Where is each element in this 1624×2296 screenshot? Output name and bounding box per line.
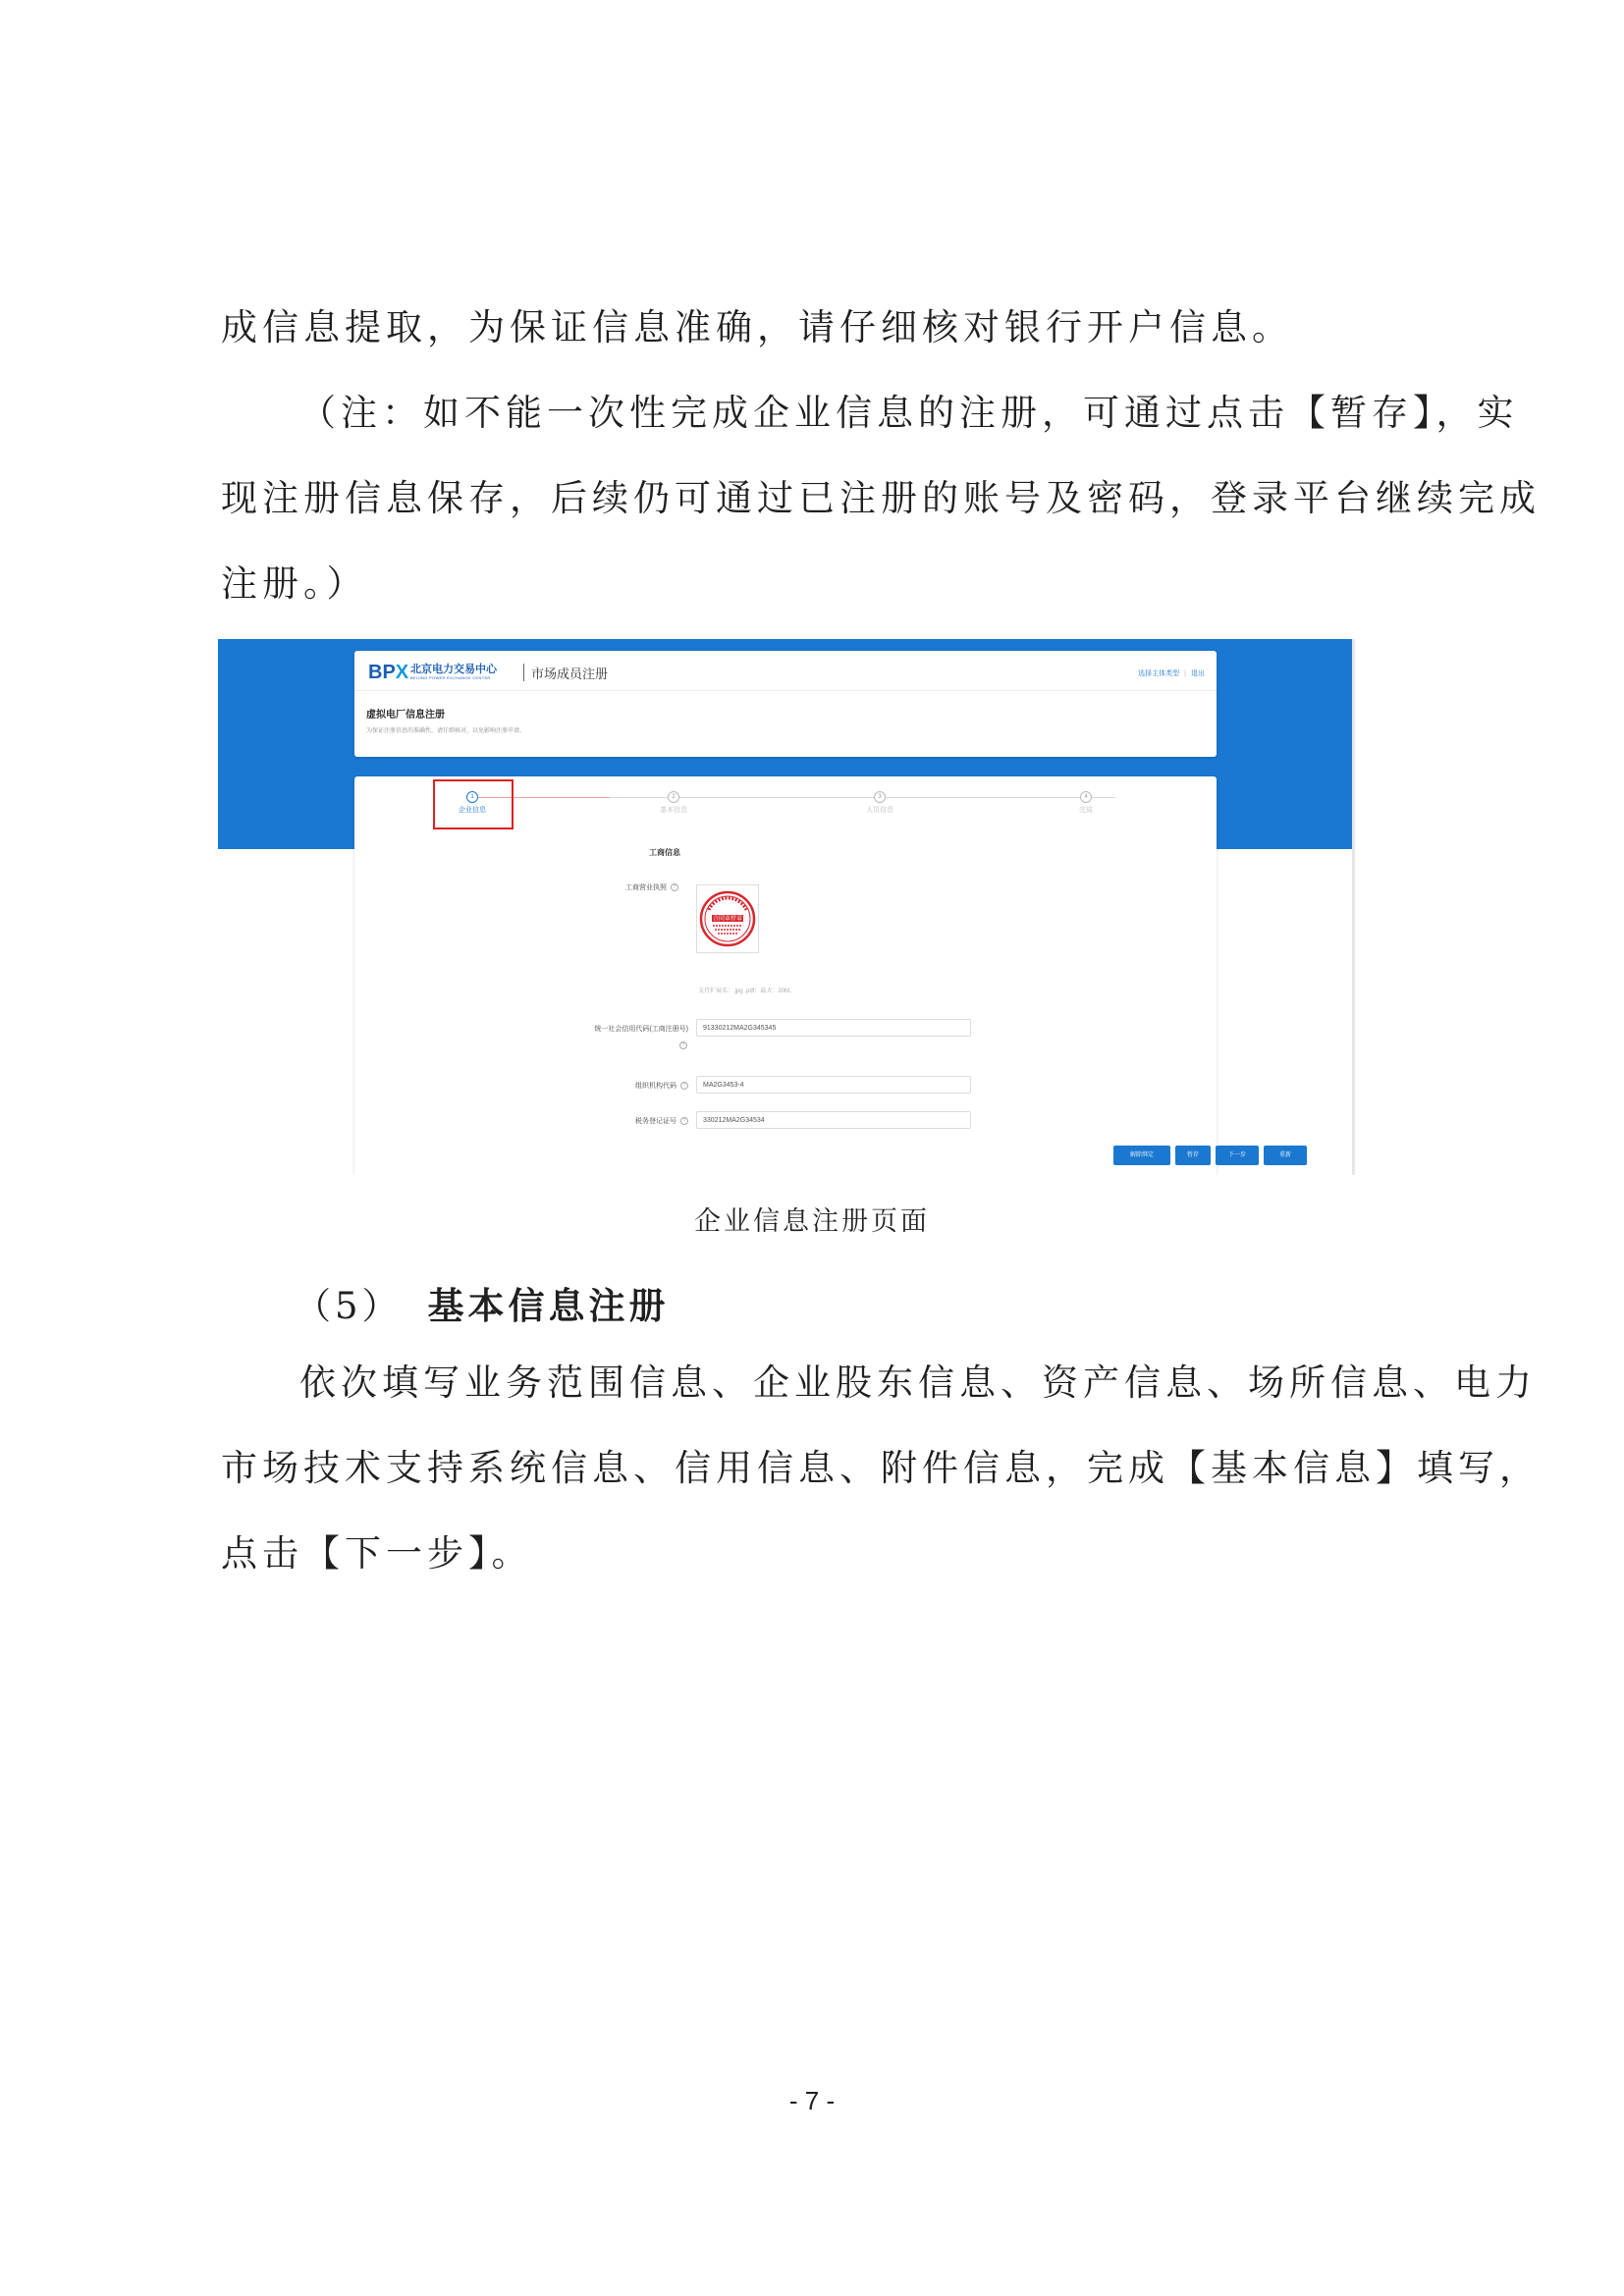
- tax-input[interactable]: 330212MA2G34534: [696, 1111, 971, 1129]
- reset-button[interactable]: 重新: [1264, 1146, 1307, 1165]
- step-company-info: 1 企业信息: [443, 791, 502, 815]
- help-icon: ?: [679, 1041, 687, 1049]
- step-basic-info: 2 基本信息: [644, 791, 703, 815]
- logout-link[interactable]: 退出: [1191, 670, 1205, 677]
- header-card: [354, 651, 1217, 757]
- svg-text:合同章样章: 合同章样章: [712, 915, 743, 923]
- text-line-1: 成信息提取，为保证信息准确，请仔细核对银行开户信息。: [221, 306, 1293, 348]
- text-line-4: 注册。）: [221, 562, 368, 605]
- select-entity-type-link[interactable]: 选择主体类型: [1138, 670, 1180, 677]
- body-line-3: 点击【下一步】。: [221, 1532, 533, 1575]
- form-title: 虚拟电厂信息注册: [366, 710, 445, 721]
- help-icon: ?: [671, 883, 678, 891]
- bpx-logo: BPX: [368, 662, 409, 683]
- logo-cn-text: 北京电力交易中心: [410, 664, 497, 675]
- body-line-1: 依次填写业务范围信息、企业股东信息、资产信息、场所信息、电力: [299, 1362, 1537, 1404]
- text-line-2: （注：如不能一次性完成企业信息的注册，可通过点击【暂存】，实: [299, 392, 1519, 434]
- credit-code-input[interactable]: 91330212MA2G345345: [696, 1019, 971, 1037]
- body-line-2: 市场技术支持系统信息、信用信息、附件信息，完成【基本信息】填写，: [221, 1447, 1541, 1489]
- unbind-button[interactable]: 解除绑定: [1113, 1146, 1170, 1165]
- step-personnel-info: 3 人员信息: [850, 791, 909, 815]
- stamp-image: [697, 885, 758, 952]
- embedded-screenshot: [218, 639, 1355, 1175]
- top-links: 选择主体类型 | 退出: [1138, 670, 1205, 677]
- section-title: 工商信息: [649, 848, 680, 857]
- upload-hint: 支持扩展名：.jpg .pdf；最大：20M。: [698, 988, 796, 994]
- tax-label: 税务登记证号 ?: [541, 1116, 688, 1126]
- form-subtitle: 为保证注册信息的准确性，请仔细核对，以免影响注册申请。: [366, 728, 526, 734]
- form-card: [354, 776, 1217, 1175]
- highlight-box: [433, 779, 514, 829]
- org-code-input[interactable]: MA2G3453-4: [696, 1076, 971, 1094]
- license-upload[interactable]: [696, 884, 759, 953]
- help-icon: ?: [680, 1117, 688, 1125]
- text-line-3: 现注册信息保存，后续仍可通过已注册的账号及密码，登录平台继续完成: [221, 477, 1541, 519]
- credit-code-label: 统一社会信用代码(工商注册号): [594, 1026, 688, 1033]
- page-number: - 7 -: [788, 2086, 836, 2115]
- section-heading: （5） 基本信息注册: [295, 1284, 670, 1327]
- license-label: 工商营业执照 ?: [541, 882, 678, 892]
- org-code-label: 组织机构代码 ?: [541, 1081, 688, 1091]
- next-step-button[interactable]: 下一步: [1216, 1146, 1259, 1165]
- save-draft-button[interactable]: 暂存: [1175, 1146, 1211, 1165]
- logo-en-text: BEIJING POWER EXCHANGE CENTER: [410, 675, 491, 680]
- help-icon: ?: [680, 1082, 688, 1090]
- figure-caption: 企业信息注册页面: [694, 1206, 930, 1237]
- step-complete: 4 完成: [1056, 791, 1115, 815]
- header-title: 市场成员注册: [531, 667, 609, 681]
